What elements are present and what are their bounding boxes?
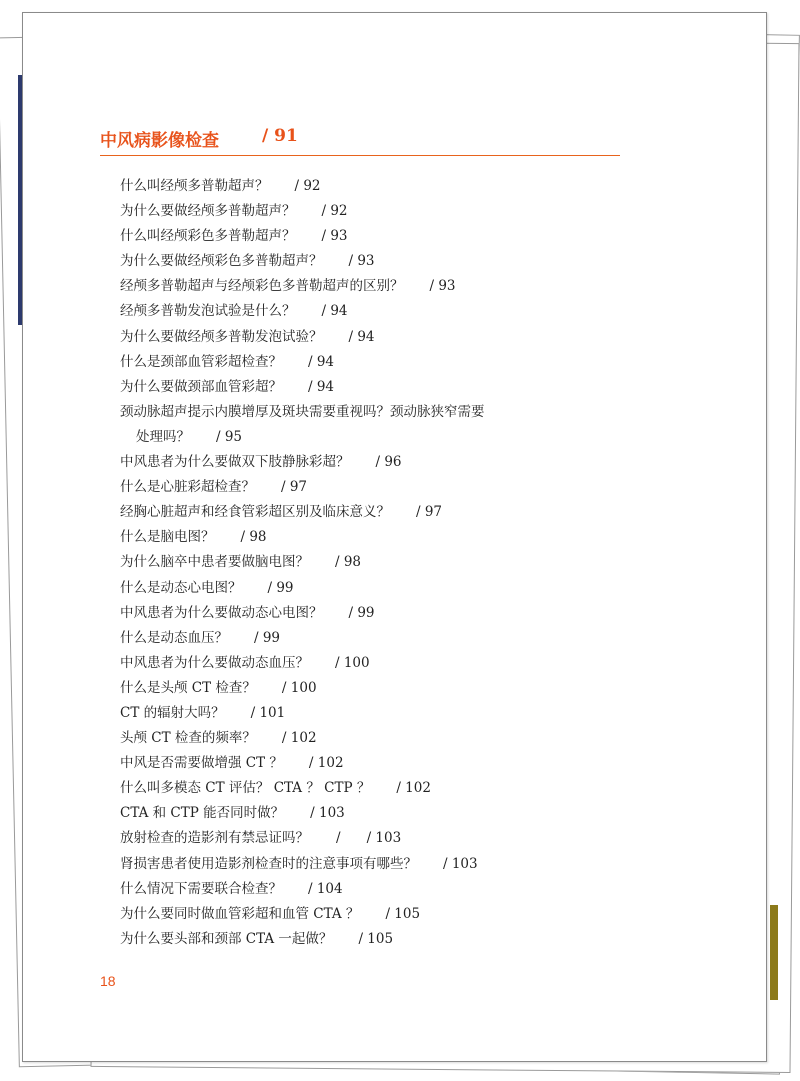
toc-entry-page: / 105 bbox=[358, 930, 394, 947]
toc-entry-title: 中风是否需要做增强 CT ？ bbox=[120, 755, 283, 772]
toc-entry bbox=[120, 601, 700, 626]
toc-entry-page: / 103 bbox=[310, 805, 345, 822]
toc-entry bbox=[120, 249, 700, 274]
toc-entry bbox=[120, 550, 700, 575]
toc-entry-title: 为什么要做经颅多普勒发泡试验？ bbox=[120, 328, 323, 345]
toc-entry-page: / 93 bbox=[348, 253, 375, 270]
toc-entry bbox=[120, 902, 700, 927]
toc-entry bbox=[120, 701, 700, 726]
section-page-ref: / 91 bbox=[262, 126, 298, 146]
toc-entry bbox=[120, 626, 700, 651]
toc-entry-title: CT 的辐射大吗？ bbox=[120, 704, 225, 721]
toc-entry-title: 什么是头颅 CT 检查？ bbox=[120, 679, 256, 696]
page-number: 18 bbox=[100, 973, 116, 989]
toc-entry-page: / 102 bbox=[308, 755, 344, 772]
toc-entry-title: 中风患者为什么要做动态心电图？ bbox=[120, 604, 323, 621]
toc-entry-page: / 94 bbox=[308, 353, 335, 370]
toc-entry-page: / 102 bbox=[281, 730, 317, 747]
toc-entry bbox=[120, 852, 700, 877]
toc-entry-title: 头颅 CT 检查的频率？ bbox=[120, 730, 256, 747]
toc-entry-title: 处理吗？ bbox=[136, 428, 190, 445]
toc-entry-title: 经颅多普勒发泡试验是什么？ bbox=[120, 303, 296, 320]
toc-entry-page: / 100 bbox=[335, 654, 370, 671]
toc-entry-page: / 93 bbox=[321, 228, 348, 245]
toc-entry-page: / 105 bbox=[385, 905, 421, 922]
toc-entry-title: 经胸心脏超声和经食管彩超区别及临床意义？ bbox=[120, 504, 390, 521]
toc-entry-title: 什么是心脏彩超检查？ bbox=[120, 479, 255, 496]
toc-entry bbox=[120, 274, 700, 299]
toc-entry bbox=[120, 877, 700, 902]
toc-entry bbox=[120, 475, 700, 500]
toc-entry-page: / 94 bbox=[348, 328, 375, 345]
toc-entry-page: / 95 bbox=[216, 428, 243, 445]
toc-entry-title: 什么是脑电图？ bbox=[120, 529, 215, 546]
toc-entry-title: 为什么要同时做血管彩超和血管 CTA ？ bbox=[120, 905, 360, 922]
toc-entry bbox=[120, 400, 700, 425]
toc-entry-title: 为什么要做经颅多普勒超声？ bbox=[120, 203, 296, 220]
toc-entry bbox=[120, 500, 700, 525]
toc-entry-page: / 100 bbox=[281, 679, 317, 696]
toc-entry bbox=[120, 751, 700, 776]
toc-entry-page: / 98 bbox=[240, 529, 267, 546]
toc-entry bbox=[120, 224, 700, 249]
toc-entry bbox=[120, 676, 700, 701]
toc-entry bbox=[120, 801, 700, 826]
toc-entry-title: 肾损害患者使用造影剂检查时的注意事项有哪些？ bbox=[120, 855, 417, 872]
toc-entry-page: / 99 bbox=[254, 629, 281, 646]
toc-entry-page: / 102 bbox=[396, 780, 431, 797]
toc-entry bbox=[120, 826, 700, 851]
toc-entry-title: 什么叫经颅多普勒超声？ bbox=[120, 178, 269, 194]
toc-entry bbox=[120, 726, 700, 751]
toc-entry-page: / 94 bbox=[308, 378, 335, 395]
toc-entry-title: 什么是动态心电图？ bbox=[120, 579, 242, 596]
toc-entry-page: / 92 bbox=[321, 203, 348, 220]
toc-entry-title: 放射检查的造影剂有禁忌证吗？ / bbox=[120, 830, 341, 847]
toc-entry bbox=[120, 299, 700, 324]
toc-entry bbox=[120, 375, 700, 400]
toc-entry-page: / 97 bbox=[281, 479, 308, 496]
toc-list bbox=[120, 174, 700, 952]
toc-entry-page: / 103 bbox=[366, 830, 402, 847]
toc-entry-title: 什么是动态血压？ bbox=[120, 629, 228, 646]
toc-entry-title: 什么是颈部血管彩超检查？ bbox=[120, 353, 282, 370]
section-header bbox=[100, 126, 620, 156]
toc-entry bbox=[120, 525, 700, 550]
toc-entry-title: 为什么要做颈部血管彩超？ bbox=[120, 378, 282, 395]
toc-entry-title: 为什么脑卒中患者要做脑电图？ bbox=[120, 554, 309, 571]
toc-entry bbox=[120, 776, 700, 801]
toc-entry bbox=[120, 927, 700, 952]
toc-entry-title: 颈动脉超声提示内膜增厚及斑块需要重视吗？颈动脉狭窄需要 bbox=[120, 403, 485, 420]
toc-entry bbox=[120, 450, 700, 475]
toc-entry bbox=[120, 174, 700, 199]
toc-entry bbox=[120, 576, 700, 601]
toc-entry-page: / 104 bbox=[308, 880, 343, 897]
toc-entry-page: / 96 bbox=[375, 454, 402, 471]
toc-entry-title: 什么叫经颅彩色多普勒超声？ bbox=[120, 228, 296, 245]
toc-entry bbox=[120, 651, 700, 676]
toc-entry-title: CTA 和 CTP 能否同时做？ bbox=[120, 805, 285, 822]
toc-entry-title: 为什么要头部和颈部 CTA 一起做？ bbox=[120, 930, 333, 947]
toc-entry bbox=[120, 199, 700, 224]
toc-entry-title: 经颅多普勒超声与经颅彩色多普勒超声的区别？ bbox=[120, 278, 404, 295]
toc-entry-page: / 93 bbox=[429, 278, 456, 295]
toc-entry-page: / 98 bbox=[335, 554, 362, 571]
section-title: 中风病影像检查 bbox=[100, 131, 219, 151]
toc-entry-page: / 103 bbox=[443, 855, 478, 872]
toc-entry bbox=[120, 425, 700, 450]
toc-entry bbox=[120, 350, 700, 375]
toc-entry-title: 什么叫多模态 CT 评估？ CTA ？ CTP ？ bbox=[120, 780, 371, 797]
toc-entry-page: / 101 bbox=[250, 704, 286, 721]
toc-entry bbox=[120, 325, 700, 350]
toc-entry-page: / 99 bbox=[348, 604, 375, 621]
toc-entry-title: 什么情况下需要联合检查？ bbox=[120, 880, 282, 897]
toc-entry-page: / 97 bbox=[416, 504, 443, 521]
cover-edge-strip bbox=[770, 905, 778, 1000]
toc-entry-title: 中风患者为什么要做动态血压？ bbox=[120, 654, 309, 671]
toc-entry-page: / 94 bbox=[321, 303, 348, 320]
toc-entry-title: 中风患者为什么要做双下肢静脉彩超？ bbox=[120, 454, 350, 471]
toc-entry-page: / 92 bbox=[294, 178, 321, 194]
toc-entry-page: / 99 bbox=[267, 579, 294, 596]
toc-entry-title: 为什么要做经颅彩色多普勒超声？ bbox=[120, 253, 323, 270]
